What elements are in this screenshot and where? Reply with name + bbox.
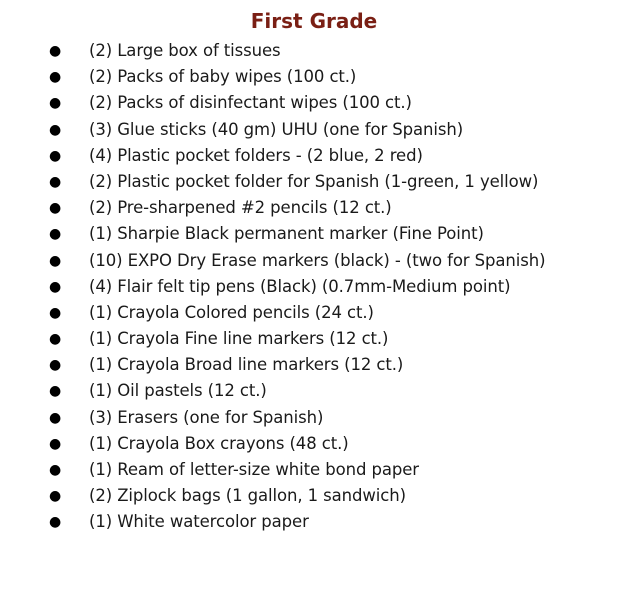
bullet-icon: ●	[49, 95, 62, 112]
list-item	[0, 221, 628, 247]
list-item	[0, 431, 628, 457]
list-item-text: (2) Plastic pocket folder for Spanish (1-green, 1 yellow)	[89, 171, 539, 191]
list-item	[0, 248, 628, 274]
list-item	[0, 352, 628, 378]
list-item	[0, 405, 628, 431]
list-item	[0, 300, 628, 326]
bullet-icon: ●	[49, 173, 62, 190]
bullet-icon: ●	[49, 488, 62, 505]
list-item	[0, 378, 628, 404]
list-item-text: (2) Packs of baby wipes (100 ct.)	[89, 67, 357, 87]
list-item-text: (4) Flair felt tip pens (Black) (0.7mm-Medium point)	[89, 276, 511, 296]
bullet-icon: ●	[49, 331, 62, 348]
bullet-icon: ●	[49, 252, 62, 269]
list-item	[0, 195, 628, 221]
bullet-icon: ●	[49, 121, 62, 138]
bullet-icon: ●	[49, 200, 62, 217]
list-item-text: (2) Large box of tissues	[89, 41, 281, 60]
list-item-text: (4) Plastic pocket folders - (2 blue, 2 red)	[89, 145, 423, 165]
bullet-icon: ●	[49, 383, 62, 400]
bullet-icon: ●	[49, 226, 62, 243]
list-item	[0, 117, 628, 143]
bullet-icon: ●	[49, 409, 62, 426]
list-item-text: (1) Crayola Fine line markers (12 ct.)	[89, 329, 389, 349]
list-item-text: (2) Packs of disinfectant wipes (100 ct.)	[89, 93, 412, 113]
list-item-text: (2) Ziplock bags (1 gallon, 1 sandwich)	[89, 486, 406, 506]
list-item-text: (1) White watercolor paper	[89, 512, 309, 532]
list-item	[0, 326, 628, 352]
list-item-text: (3) Erasers (one for Spanish)	[89, 407, 324, 427]
bullet-icon: ●	[49, 278, 62, 295]
list-item-text: (1) Crayola Broad line markers (12 ct.)	[89, 355, 404, 375]
list-item-text: (1) Oil pastels (12 ct.)	[89, 381, 267, 401]
list-item-text: (1) Sharpie Black permanent marker (Fine Point)	[89, 224, 484, 244]
list-item-text: (1) Ream of letter-size white bond paper	[89, 460, 419, 479]
list-item	[0, 457, 628, 483]
list-item	[0, 483, 628, 509]
list-item-text: (3) Glue sticks (40 gm) UHU (one for Spanish)	[89, 119, 464, 139]
list-item	[0, 90, 628, 116]
supply-list	[0, 38, 628, 536]
page-title: First Grade	[250, 9, 378, 33]
bullet-icon: ●	[49, 435, 62, 452]
bullet-icon: ●	[49, 514, 62, 531]
list-item	[0, 509, 628, 535]
bullet-icon: ●	[49, 147, 62, 164]
list-item	[0, 143, 628, 169]
bullet-icon: ●	[49, 462, 62, 478]
list-item-text: (1) Crayola Box crayons (48 ct.)	[89, 433, 349, 453]
list-item	[0, 64, 628, 90]
list-item	[0, 169, 628, 195]
bullet-icon: ●	[49, 357, 62, 374]
list-item	[0, 38, 628, 64]
list-item-text: (10) EXPO Dry Erase markers (black) - (two for Spanish)	[89, 250, 546, 270]
bullet-icon: ●	[49, 304, 62, 321]
list-item	[0, 274, 628, 300]
list-item-text: (2) Pre-sharpened #2 pencils (12 ct.)	[89, 198, 392, 218]
list-item-text: (1) Crayola Colored pencils (24 ct.)	[89, 302, 374, 322]
bullet-icon: ●	[49, 43, 62, 59]
bullet-icon: ●	[49, 69, 62, 86]
